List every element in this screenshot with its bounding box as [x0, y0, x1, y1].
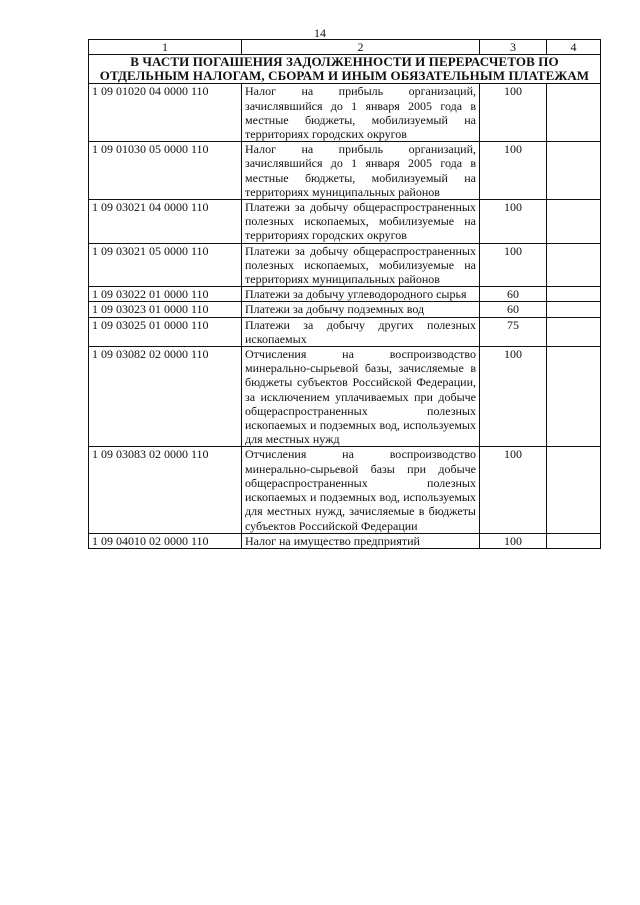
income-code: 1 09 03083 02 0000 110 — [89, 447, 242, 533]
income-name: Налог на прибыль организаций, зачислявшийся до 1 января 2005 года в местные бюджеты, мобилизуемый на территориях муниципальных районов — [242, 142, 480, 200]
percent-value: 100 — [480, 347, 547, 447]
column-4-value — [547, 302, 601, 317]
budget-classification-table — [88, 39, 601, 549]
table-row — [89, 200, 601, 244]
income-code: 1 09 03022 01 0000 110 — [89, 287, 242, 302]
income-code: 1 09 03025 01 0000 110 — [89, 317, 242, 346]
income-name: Отчисления на воспроизводство минерально-сырьевой базы, зачисляемые в бюджеты субъектов Российской Федерации, за исключением уплачиваемых при добыче общераспространенных полезных ископаемых и подземных вод, используемых для местных нужд — [242, 347, 480, 447]
income-code: 1 09 03021 04 0000 110 — [89, 200, 242, 244]
income-code: 1 09 03021 05 0000 110 — [89, 243, 242, 287]
page-number: 14 — [314, 26, 326, 40]
percent-value: 60 — [480, 287, 547, 302]
income-code: 1 09 01020 04 0000 110 — [89, 84, 242, 142]
table-row — [89, 142, 601, 200]
income-code: 1 09 01030 05 0000 110 — [89, 142, 242, 200]
income-code: 1 09 04010 02 0000 110 — [89, 533, 242, 548]
table-row — [89, 447, 601, 533]
table-row — [89, 84, 601, 142]
column-4-value — [547, 243, 601, 287]
income-code: 1 09 03023 01 0000 110 — [89, 302, 242, 317]
column-4-value — [547, 84, 601, 142]
percent-value: 100 — [480, 243, 547, 287]
percent-value: 100 — [480, 533, 547, 548]
income-name: Платежи за добычу других полезных ископаемых — [242, 317, 480, 346]
column-4-value — [547, 533, 601, 548]
table-row — [89, 287, 601, 302]
section-title: В ЧАСТИ ПОГАШЕНИЯ ЗАДОЛЖЕННОСТИ И ПЕРЕРАСЧЕТОВ ПО ОТДЕЛЬНЫМ НАЛОГАМ, СБОРАМ И ИНЫМ ОБЯЗАТЕЛЬНЫМ ПЛАТЕЖАМ — [89, 55, 601, 84]
income-name: Налог на имущество предприятий — [242, 533, 480, 548]
column-4-value — [547, 447, 601, 533]
percent-value: 100 — [480, 447, 547, 533]
column-4-value — [547, 317, 601, 346]
percent-value: 60 — [480, 302, 547, 317]
percent-value: 100 — [480, 142, 547, 200]
income-name: Отчисления на воспроизводство минерально-сырьевой базы при добыче общераспространенных полезных ископаемых и подземных вод, используемых для местных нужд, зачисляемые в бюджеты субъектов Российской Федерации — [242, 447, 480, 533]
column-header-1: 1 — [89, 40, 242, 55]
income-name: Платежи за добычу углеводородного сырья — [242, 287, 480, 302]
percent-value: 100 — [480, 200, 547, 244]
table-row — [89, 347, 601, 447]
table-row — [89, 243, 601, 287]
income-name: Налог на прибыль организаций, зачислявшийся до 1 января 2005 года в местные бюджеты, мобилизуемый на территориях городских округов — [242, 84, 480, 142]
percent-value: 100 — [480, 84, 547, 142]
income-name: Платежи за добычу общераспространенных полезных ископаемых, мобилизуемые на территориях городских округов — [242, 200, 480, 244]
table-row — [89, 317, 601, 346]
income-name: Платежи за добычу подземных вод — [242, 302, 480, 317]
column-number-row — [89, 40, 601, 55]
income-name: Платежи за добычу общераспространенных полезных ископаемых, мобилизуемые на территориях муниципальных районов — [242, 243, 480, 287]
column-4-value — [547, 142, 601, 200]
column-4-value — [547, 347, 601, 447]
column-header-3: 3 — [480, 40, 547, 55]
income-code: 1 09 03082 02 0000 110 — [89, 347, 242, 447]
table-row — [89, 302, 601, 317]
column-header-2: 2 — [242, 40, 480, 55]
column-header-4: 4 — [547, 40, 601, 55]
column-4-value — [547, 287, 601, 302]
percent-value: 75 — [480, 317, 547, 346]
table-row — [89, 533, 601, 548]
column-4-value — [547, 200, 601, 244]
section-header-row — [89, 55, 601, 84]
